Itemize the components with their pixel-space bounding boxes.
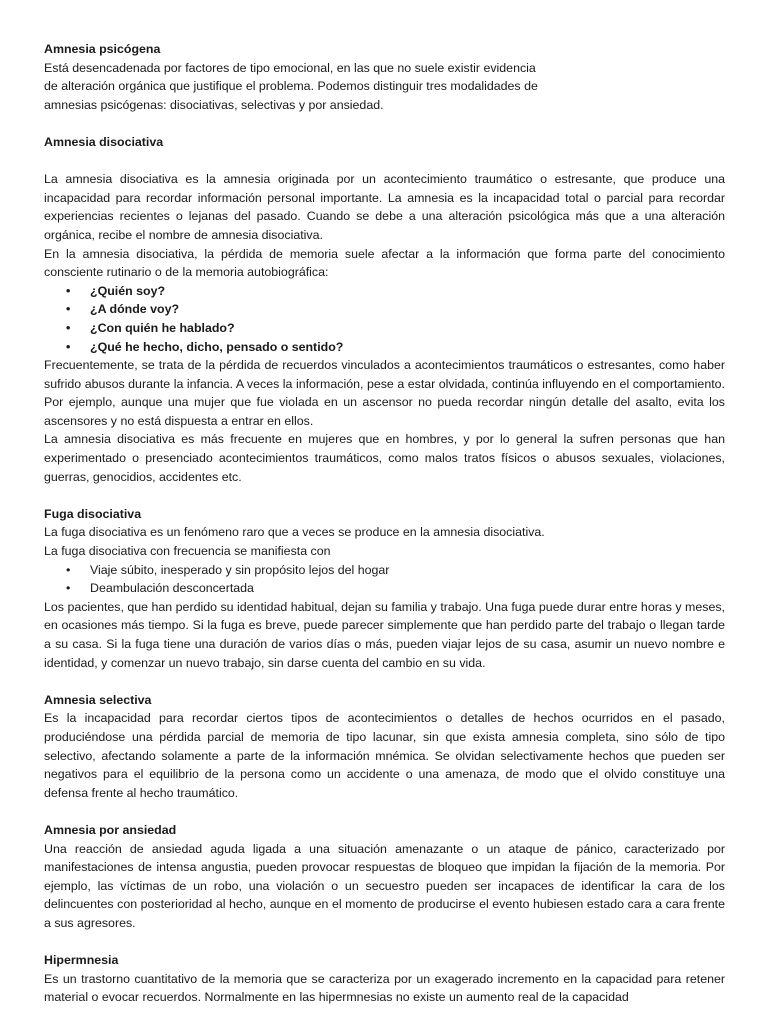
bullet-list <box>44 282 725 356</box>
section-heading: Hipermnesia <box>44 953 119 968</box>
spacer <box>44 672 725 691</box>
section-amnesia-disociativa <box>44 133 725 486</box>
paragraph: Frecuentemente, se trata de la pérdida de recuerdos vinculados a acontecimientos traumáticos o estresantes, como haber sufrido abusos durante la infancia. A veces la información, pese a estar olvidada, continúa influyendo en el comportamiento. Por ejemplo, aunque una mujer que fue violada en un ascensor no pueda recordar ningún detalle del asalto, evita los ascensores y no está dispuesta a entrar en ellos. <box>44 358 725 428</box>
list-item: • Deambulación desconcertada <box>90 579 725 598</box>
paragraph: En la amnesia disociativa, la pérdida de memoria suele afectar a la información que forma parte del conocimiento consciente rutinario o de la memoria autobiográfica: <box>44 246 725 280</box>
list-item: • Viaje súbito, inesperado y sin propósito lejos del hogar <box>90 561 725 580</box>
section-heading: Amnesia por ansiedad <box>44 822 177 837</box>
paragraph: La amnesia disociativa es la amnesia originada por un acontecimiento traumático o estresante, que produce una incapacidad para recordar información personal importante. La amnesia es la incapacidad total o parcial para recordar experiencias recientes o lejanas del pasado. Cuando se debe a una alteración psicológica más que a una alteración orgánica, recibe el nombre de amnesia disociativa. <box>44 172 725 242</box>
section-amnesia-por-ansiedad <box>44 821 725 933</box>
paragraph-line: Está desencadenada por factores de tipo emocional, en las que no suele existir evidencia <box>44 60 536 75</box>
paragraph: La amnesia disociativa es más frecuente en mujeres que en hombres, y por lo general la sufren personas que han experimentado o presenciado acontecimientos traumáticos, como malos tratos físicos o abusos sexuales, violaciones, guerras, genocidios, accidentes etc. <box>44 432 725 484</box>
paragraph: Es un trastorno cuantitativo de la memoria que se caracteriza por un exagerado incremento en la capacidad para retener material o evocar recuerdos. Normalmente en las hipermnesias no existe un aumento real de la capacidad <box>44 971 725 1005</box>
spacer <box>44 933 725 952</box>
paragraph: Una reacción de ansiedad aguda ligada a una situación amenazante o un ataque de pánico, caracterizado por manifestaciones de intensa angustia, pueden provocar respuestas de bloqueo que impidan la fijación de la memoria. Por ejemplo, las víctimas de un robo, una violación o un secuestro pueden ser incapaces de identificar la cara de los delincuentes con posterioridad al hecho, aunque en el momento de producirse el evento hubiesen estado cara a cara frente a sus agresores. <box>44 841 725 930</box>
spacer <box>44 802 725 821</box>
spacer <box>44 114 725 133</box>
paragraph-line: de alteración orgánica que justifique el problema. Podemos distinguir tres modalidades de <box>44 79 538 94</box>
bullet-list <box>44 561 725 598</box>
spacer <box>44 486 725 505</box>
section-fuga-disociativa <box>44 505 725 672</box>
paragraph: Los pacientes, que han perdido su identidad habitual, dejan su familia y trabajo. Una fuga puede durar entre horas y meses, en ocasiones más tiempo. Si la fuga es breve, puede parecer simplemente que han perdido parte del trabajo o llegan tarde a su casa. Si la fuga tiene una duración de varios días o más, pueden viajar lejos de su casa, asumir un nuevo nombre e identidad, y comenzar un nuevo trabajo, sin darse cuenta del cambio en su vida. <box>44 599 725 670</box>
section-heading: Amnesia psicógena <box>44 42 161 56</box>
section-amnesia-selectiva <box>44 691 725 803</box>
list-item: • ¿A dónde voy? <box>90 300 725 319</box>
paragraph: La fuga disociativa es un fenómeno raro que a veces se produce en la amnesia disociativa. <box>44 525 545 540</box>
section-heading: Fuga disociativa <box>44 506 142 521</box>
spacer <box>44 152 725 171</box>
section-hipermnesia <box>44 951 725 1007</box>
list-item: • ¿Con quién he hablado? <box>90 319 725 338</box>
section-heading: Amnesia disociativa <box>44 134 164 149</box>
section-amnesia-psicogena <box>44 40 725 114</box>
paragraph-line: amnesias psicógenas: disociativas, selectivas y por ansiedad. <box>44 97 384 112</box>
list-item: • ¿Quién soy? <box>90 282 725 301</box>
paragraph: Es la incapacidad para recordar ciertos tipos de acontecimientos o detalles de hechos ocurridos en el pasado, produciéndose una pérdida parcial de memoria de tipo lacunar, sin que exista amnesia completa, sino sólo de tipo selectivo, afectando solamente a parte de la información mnémica. Se olvidan selectivamente hechos que pueden ser negativos para el equilibrio de la persona como un accidente o una amenaza, de modo que el olvido constituye una defensa frente al hecho traumático. <box>44 711 725 800</box>
paragraph: La fuga disociativa con frecuencia se manifiesta con <box>44 544 331 559</box>
section-heading: Amnesia selectiva <box>44 692 152 707</box>
list-item: • ¿Qué he hecho, dicho, pensado o sentido? <box>90 338 725 357</box>
